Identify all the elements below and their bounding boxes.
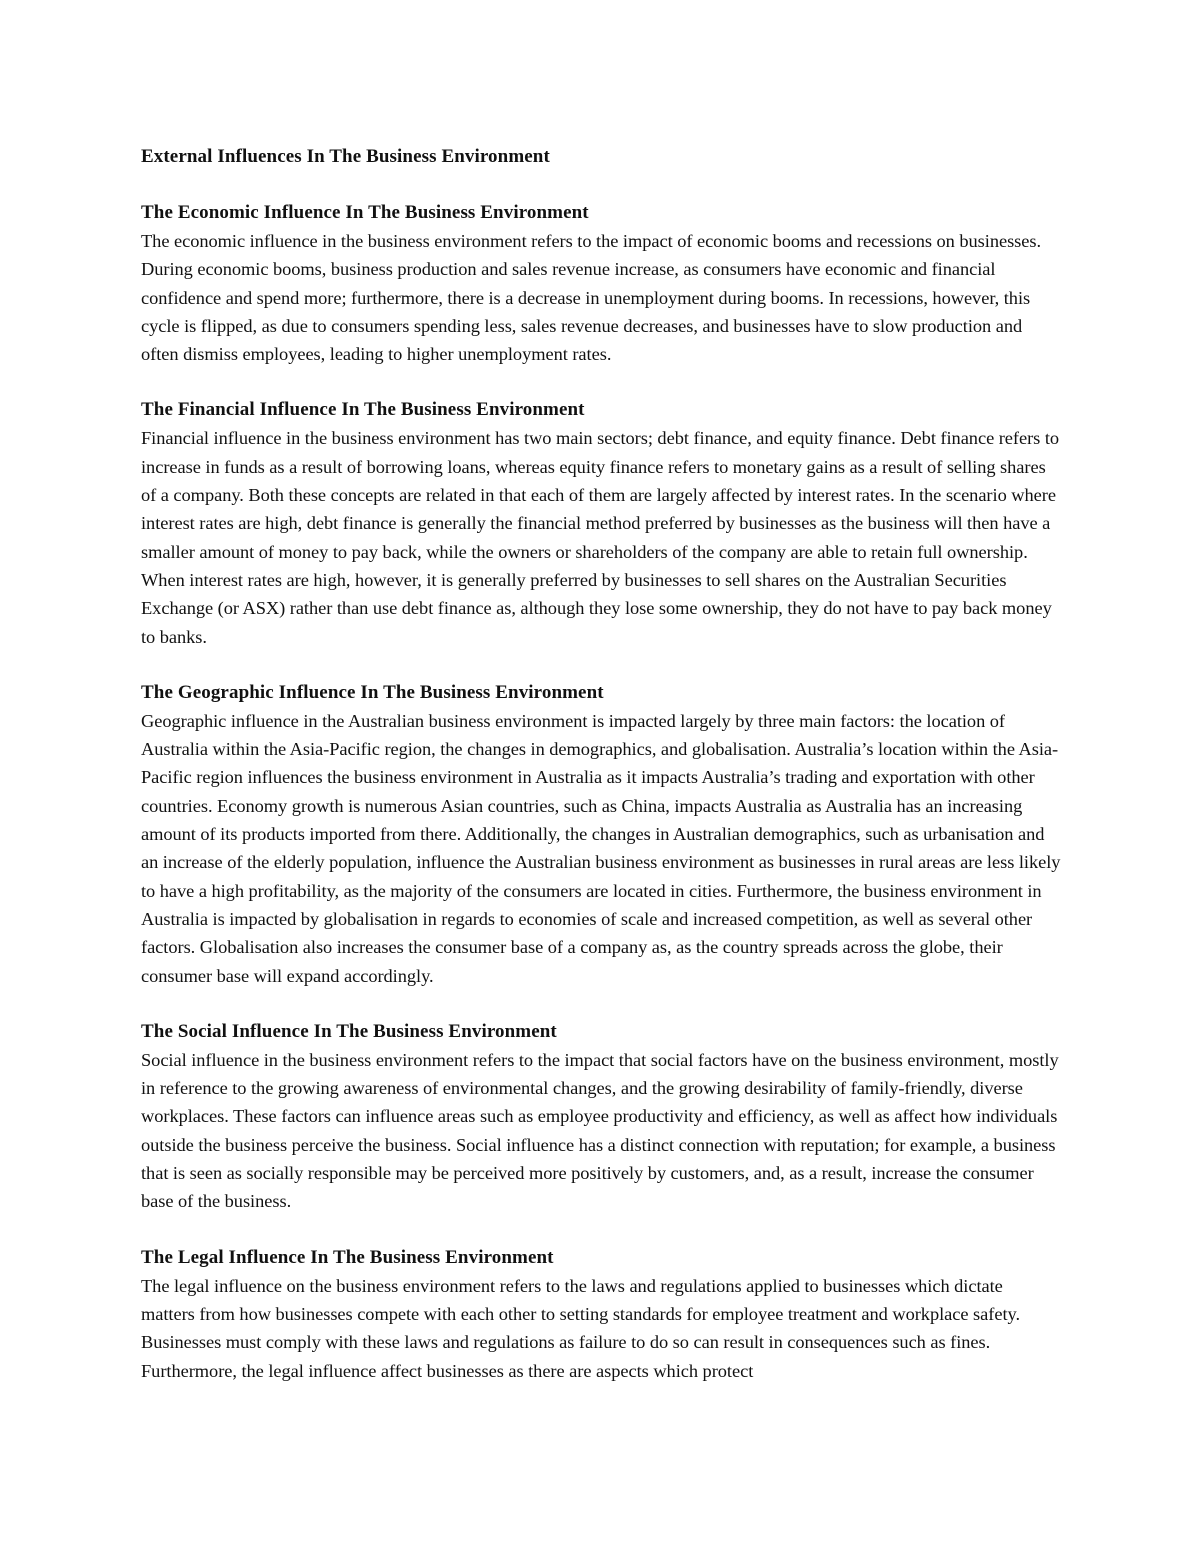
section-paragraph: Social influence in the business environment refers to the impact that social factors have on the business environment, mostly in reference to the growing awareness of environmental changes, and the growing desirability of family-friendly, diverse workplaces. These factors can influence areas such as employee productivity and efficiency, as well as affect how individuals outside the business perceive the business. Social influence has a distinct connection with reputation; for example, a business that is seen as socially responsible may be perceived more positively by customers, and, as a result, increase the consumer base of the business. <box>141 1049 1059 1212</box>
section-paragraph: The legal influence on the business environment refers to the laws and regulations applied to businesses which dictate matters from how businesses compete with each other to setting standards for employee treatment and workplace safety. Businesses must comply with these laws and regulations as failure to do so can result in consequences such as fines. Furthermore, the legal influence affect businesses as there are aspects which protect <box>141 1275 1021 1381</box>
document-content <box>141 143 1061 1413</box>
section-heading: The Financial Influence In The Business Environment <box>141 399 585 421</box>
section-heading: The Social Influence In The Business Environment <box>141 1020 557 1042</box>
section-geographic <box>141 679 1061 990</box>
section-economic <box>141 199 1061 368</box>
section-financial <box>141 396 1061 650</box>
section-paragraph: Geographic influence in the Australian business environment is impacted largely by three main factors: the location of Australia within the Asia-Pacific region, the changes in demographics, and globalisation. Australia’s location within the Asia-Pacific region influences the business environment in Australia as it impacts Australia’s trading and exportation with other countries. Economy growth is numerous Asian countries, such as China, impacts Australia as Australia has an increasing amount of its products imported from there. Additionally, the changes in Australian demographics, such as urbanisation and an increase of the elderly population, influence the Australian business environment as businesses in rural areas are less likely to have a high profitability, as the majority of the consumers are located in cities. Furthermore, the business environment in Australia is impacted by globalisation in regards to economies of scale and increased competition, as well as several other factors. Globalisation also increases the consumer base of a company as, as the country spreads across the globe, their consumer base will expand accordingly. <box>141 710 1061 986</box>
section-heading: The Economic Influence In The Business Environment <box>141 202 589 223</box>
section-paragraph: Financial influence in the business environment has two main sectors; debt finance, and equity finance. Debt finance refers to increase in funds as a result of borrowing loans, whereas equity finance refers to monetary gains as a result of selling shares of a company. Both these concepts are related in that each of them are largely affected by interest rates. In the scenario where interest rates are high, debt finance is generally the financial method preferred by businesses as the business will then have a smaller amount of money to pay back, while the owners or shareholders of the company are able to retain full ownership. When interest rates are high, however, it is generally preferred by businesses to sell shares on the Australian Securities Exchange (or ASX) rather than use debt finance as, although they lose some ownership, they do not have to pay back money to banks. <box>141 428 1060 647</box>
section-social <box>141 1018 1061 1216</box>
section-heading: The Legal Influence In The Business Environment <box>141 1246 554 1268</box>
document-title: External Influences In The Business Environment <box>141 146 550 167</box>
section-legal <box>141 1244 1061 1385</box>
section-paragraph: The economic influence in the business environment refers to the impact of economic booms and recessions on businesses. During economic booms, business production and sales revenue increase, as consumers have economic and financial confidence and spend more; furthermore, there is a decrease in unemployment during booms. In recessions, however, this cycle is flipped, as due to consumers spending less, sales revenue decreases, and businesses have to slow production and often dismiss employees, leading to higher unemployment rates. <box>141 231 1042 365</box>
section-heading: The Geographic Influence In The Business Environment <box>141 681 604 703</box>
